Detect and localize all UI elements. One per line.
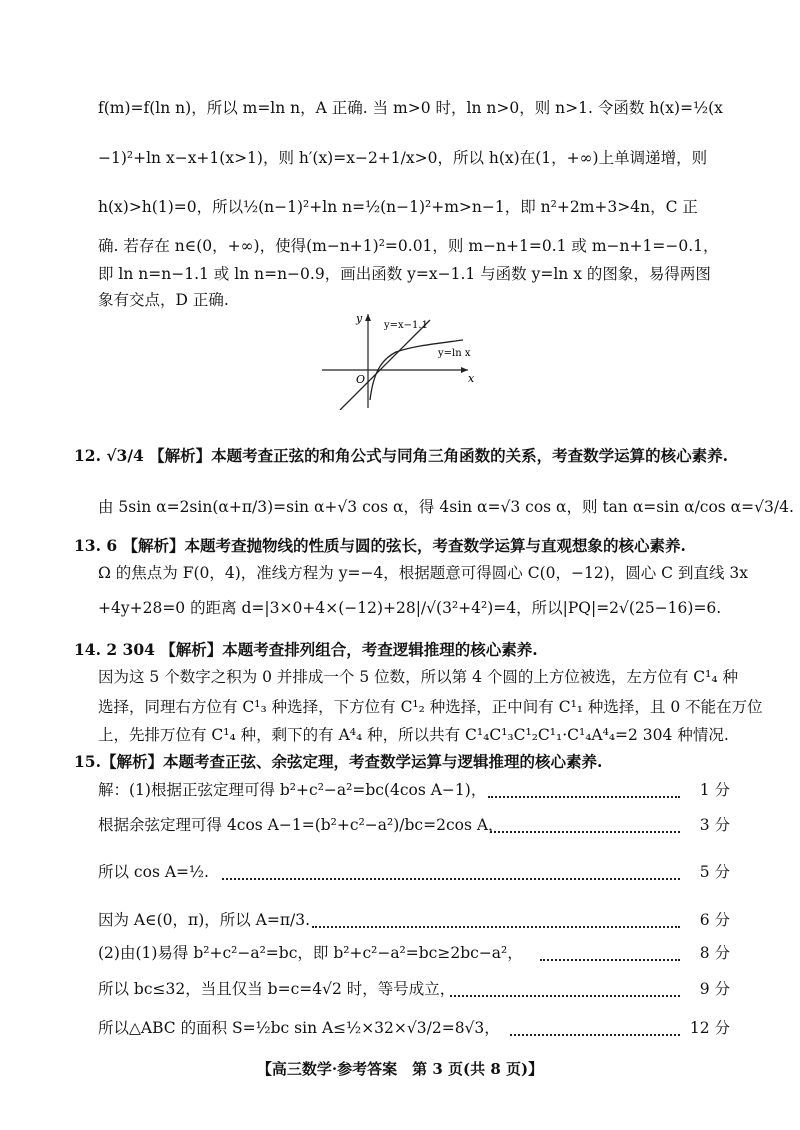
- function-graph: [318, 310, 488, 410]
- q15-score-7: 12 分: [689, 1019, 730, 1037]
- q13-header: 13. 6 【解析】本题考查抛物线的性质与圆的弦长，考查数学运算与直观想象的核心素养.: [74, 536, 686, 555]
- q15-step-6: 所以 bc≤32，当且仅当 b=c=4√2 时，等号成立，: [98, 980, 456, 998]
- line-curve-label: y=x−1.1: [384, 320, 428, 331]
- score-leader: [490, 831, 680, 833]
- q11-line-4: 确. 若存在 n∈(0，+∞)，使得(m−n+1)²=0.01，则 m−n+1=0.1 或 m−n+1=−0.1，: [98, 237, 719, 255]
- q15-step-1: 解：(1)根据正弦定理可得 b²+c²−a²=bc(4cos A−1)，: [98, 781, 487, 799]
- q14-header: 14. 2 304 【解析】本题考查排列组合，考查逻辑推理的核心素养.: [74, 640, 538, 659]
- q13-line-1: Ω 的焦点为 F(0，4)，准线方程为 y=−4，根据题意可得圆心 C(0，−12)，圆心 C 到直线 3x: [98, 564, 748, 582]
- score-leader: [450, 995, 680, 997]
- x-axis-arrow: [461, 367, 468, 373]
- log-curve-label: y=ln x: [438, 348, 471, 359]
- q15-header: 15.【解析】本题考查正弦、余弦定理，考查数学运算与逻辑推理的核心素养.: [74, 752, 603, 771]
- score-leader: [510, 1034, 680, 1036]
- q15-step-4: 因为 A∈(0，π)，所以 A=π/3.: [98, 911, 311, 929]
- q14-line-1: 因为这 5 个数字之积为 0 并排成一个 5 位数，所以第 4 个圆的上方位被选，左方位有 C¹₄ 种: [98, 668, 739, 686]
- y-axis-arrow: [365, 314, 371, 321]
- page-footer: 【高三数学·参考答案 第 3 页(共 8 页)】: [256, 1060, 544, 1078]
- q13-line-2: +4y+28=0 的距离 d=|3×0+4×(−12)+28|/√(3²+4²)=4，所以|PQ|=2√(25−16)=6.: [98, 599, 722, 617]
- q15-score-4: 6 分: [699, 911, 730, 929]
- q11-line-2: −1)²+ln x−x+1(x>1)，则 h′(x)=x−2+1/x>0，所以 h(x)在(1，+∞)上单调递增，则: [98, 149, 708, 167]
- score-leader: [540, 959, 680, 961]
- q14-line-2: 选择，同理右方位有 C¹₃ 种选择，下方位有 C¹₂ 种选择，正中间有 C¹₁ 种选择，且 0 不能在万位: [98, 698, 763, 716]
- q15-score-2: 3 分: [699, 816, 730, 834]
- q15-score-1: 1 分: [699, 781, 730, 799]
- q14-line-3: 上，先排万位有 C¹₄ 种，剩下的有 A⁴₄ 种，所以共有 C¹₄C¹₃C¹₂C¹₁·C¹₄A⁴₄=2 304 种情况.: [98, 726, 729, 744]
- q12-body: 由 5sin α=2sin(α+π/3)=sin α+√3 cos α，得 4sin α=√3 cos α，则 tan α=sin α/cos α=√3/4.: [98, 498, 794, 516]
- q15-step-2: 根据余弦定理可得 4cos A−1=(b²+c²−a²)/bc=2cos A，: [98, 816, 504, 834]
- q11-line-5: 即 ln n=n−1.1 或 ln n=n−0.9，画出函数 y=x−1.1 与函数 y=ln x 的图象，易得两图: [98, 265, 711, 283]
- score-leader: [488, 796, 680, 798]
- q15-step-3: 所以 cos A=½.: [98, 863, 209, 881]
- q11-line-3: h(x)>h(1)=0，所以½(n−1)²+ln n=½(n−1)²+m>n−1，即 n²+2m+3>4n，C 正: [98, 198, 698, 216]
- q11-line-6: 象有交点，D 正确.: [98, 291, 229, 309]
- q15-score-6: 9 分: [699, 980, 730, 998]
- score-leader: [222, 878, 680, 880]
- q15-step-5: (2)由(1)易得 b²+c²−a²=bc，即 b²+c²−a²=bc≥2bc−a²，: [98, 944, 523, 962]
- q11-line-1: f(m)=f(ln n)，所以 m=ln n，A 正确. 当 m>0 时，ln n>0，则 n>1. 令函数 h(x)=½(x: [98, 99, 723, 117]
- q15-score-3: 5 分: [699, 863, 730, 881]
- q12-header: 12. √3/4 【解析】本题考查正弦的和角公式与同角三角函数的关系，考查数学运算的核心素养.: [74, 446, 729, 465]
- line-curve: [340, 320, 430, 410]
- y-axis-label: y: [356, 312, 363, 325]
- origin-label: O: [356, 373, 366, 386]
- q15-score-5: 8 分: [699, 944, 730, 962]
- q15-step-7: 所以△ABC 的面积 S=½bc sin A≤½×32×√3/2=8√3，: [98, 1019, 500, 1037]
- x-axis-label: x: [468, 372, 475, 385]
- score-leader: [312, 926, 680, 928]
